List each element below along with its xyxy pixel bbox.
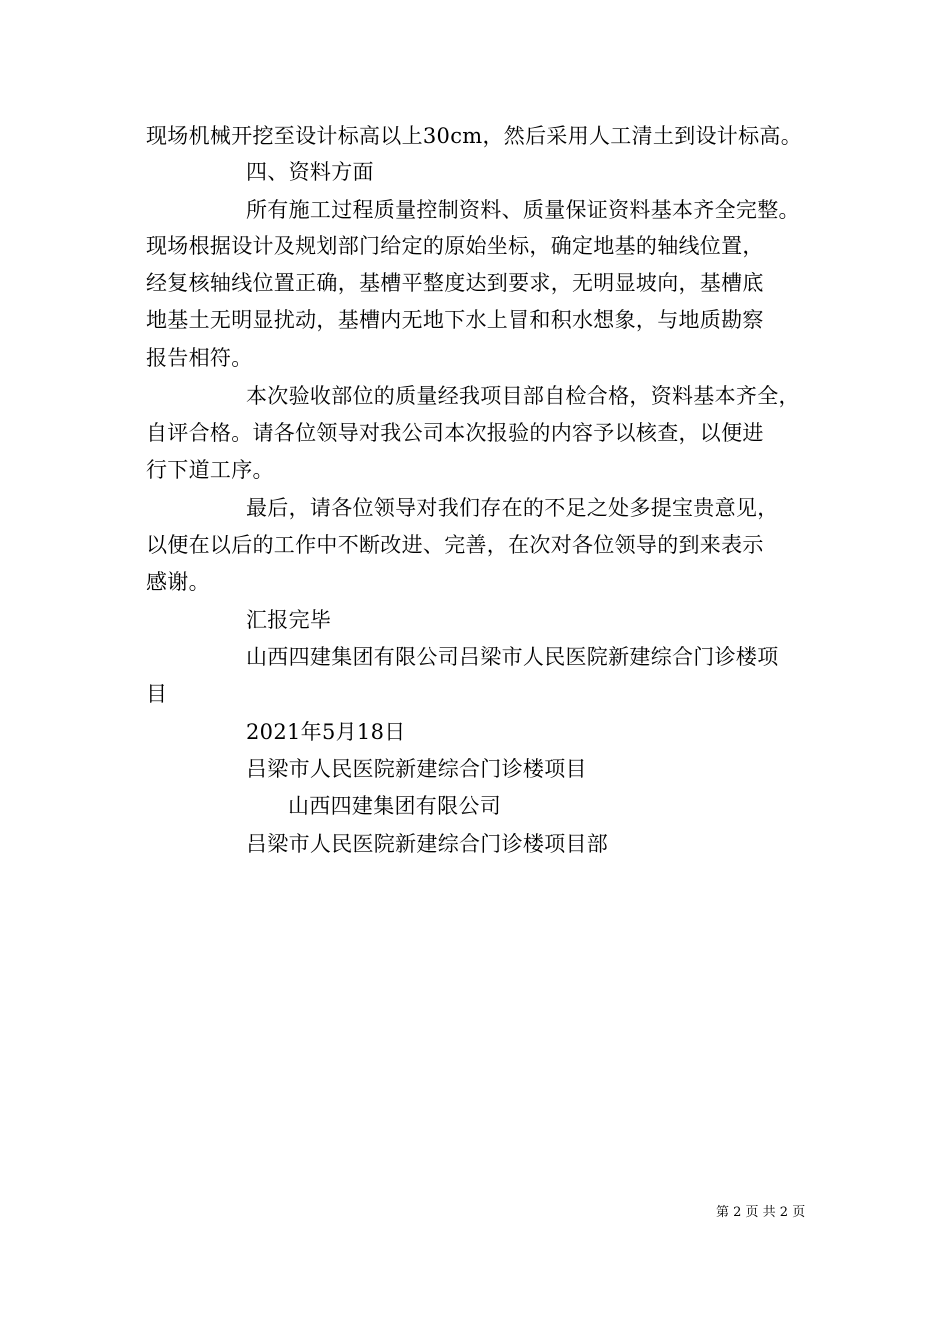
signature-company-line: 山西四建集团有限公司吕梁市人民医院新建综合门诊楼项 xyxy=(246,645,779,669)
text-line-4: 现场根据设计及规划部门给定的原始坐标，确定地基的轴线位置， xyxy=(146,234,764,258)
text-line-9: 自评合格。请各位领导对我公司本次报验的内容予以核查，以便进 xyxy=(146,421,764,445)
text-line-8: 本次验收部位的质量经我项目部自检合格，资料基本齐全， xyxy=(246,384,800,408)
signature-company: 山西四建集团有限公司 xyxy=(288,794,501,818)
signature-company-line-cont: 目 xyxy=(146,682,168,706)
text-line-6: 地基土无明显扰动，基槽内无地下水上冒和积水想象，与地质勘察 xyxy=(146,308,764,332)
signature-project: 吕梁市人民医院新建综合门诊楼项目 xyxy=(246,757,587,781)
text-line-12: 以便在以后的工作中不断改进、完善，在次对各位领导的到来表示 xyxy=(146,533,764,557)
text-line-3: 所有施工过程质量控制资料、质量保证资料基本齐全完整。 xyxy=(246,198,800,222)
text-line-10: 行下道工序。 xyxy=(146,458,274,482)
closing-text: 汇报完毕 xyxy=(246,608,332,632)
section-heading: 四、资料方面 xyxy=(246,160,374,184)
text-line-1: 现场机械开挖至设计标高以上30cm，然后采用人工清土到设计标高。 xyxy=(146,124,802,148)
text-line-13: 感谢。 xyxy=(146,570,210,594)
document-date: 2021年5月18日 xyxy=(246,720,406,744)
signature-department: 吕梁市人民医院新建综合门诊楼项目部 xyxy=(246,832,609,856)
page-number: 第 2 页 共 2 页 xyxy=(716,1205,806,1220)
text-line-5: 经复核轴线位置正确，基槽平整度达到要求，无明显坡向，基槽底 xyxy=(146,271,764,295)
text-line-11: 最后，请各位领导对我们存在的不足之处多提宝贵意见， xyxy=(246,496,779,520)
text-line-7: 报告相符。 xyxy=(146,346,253,370)
